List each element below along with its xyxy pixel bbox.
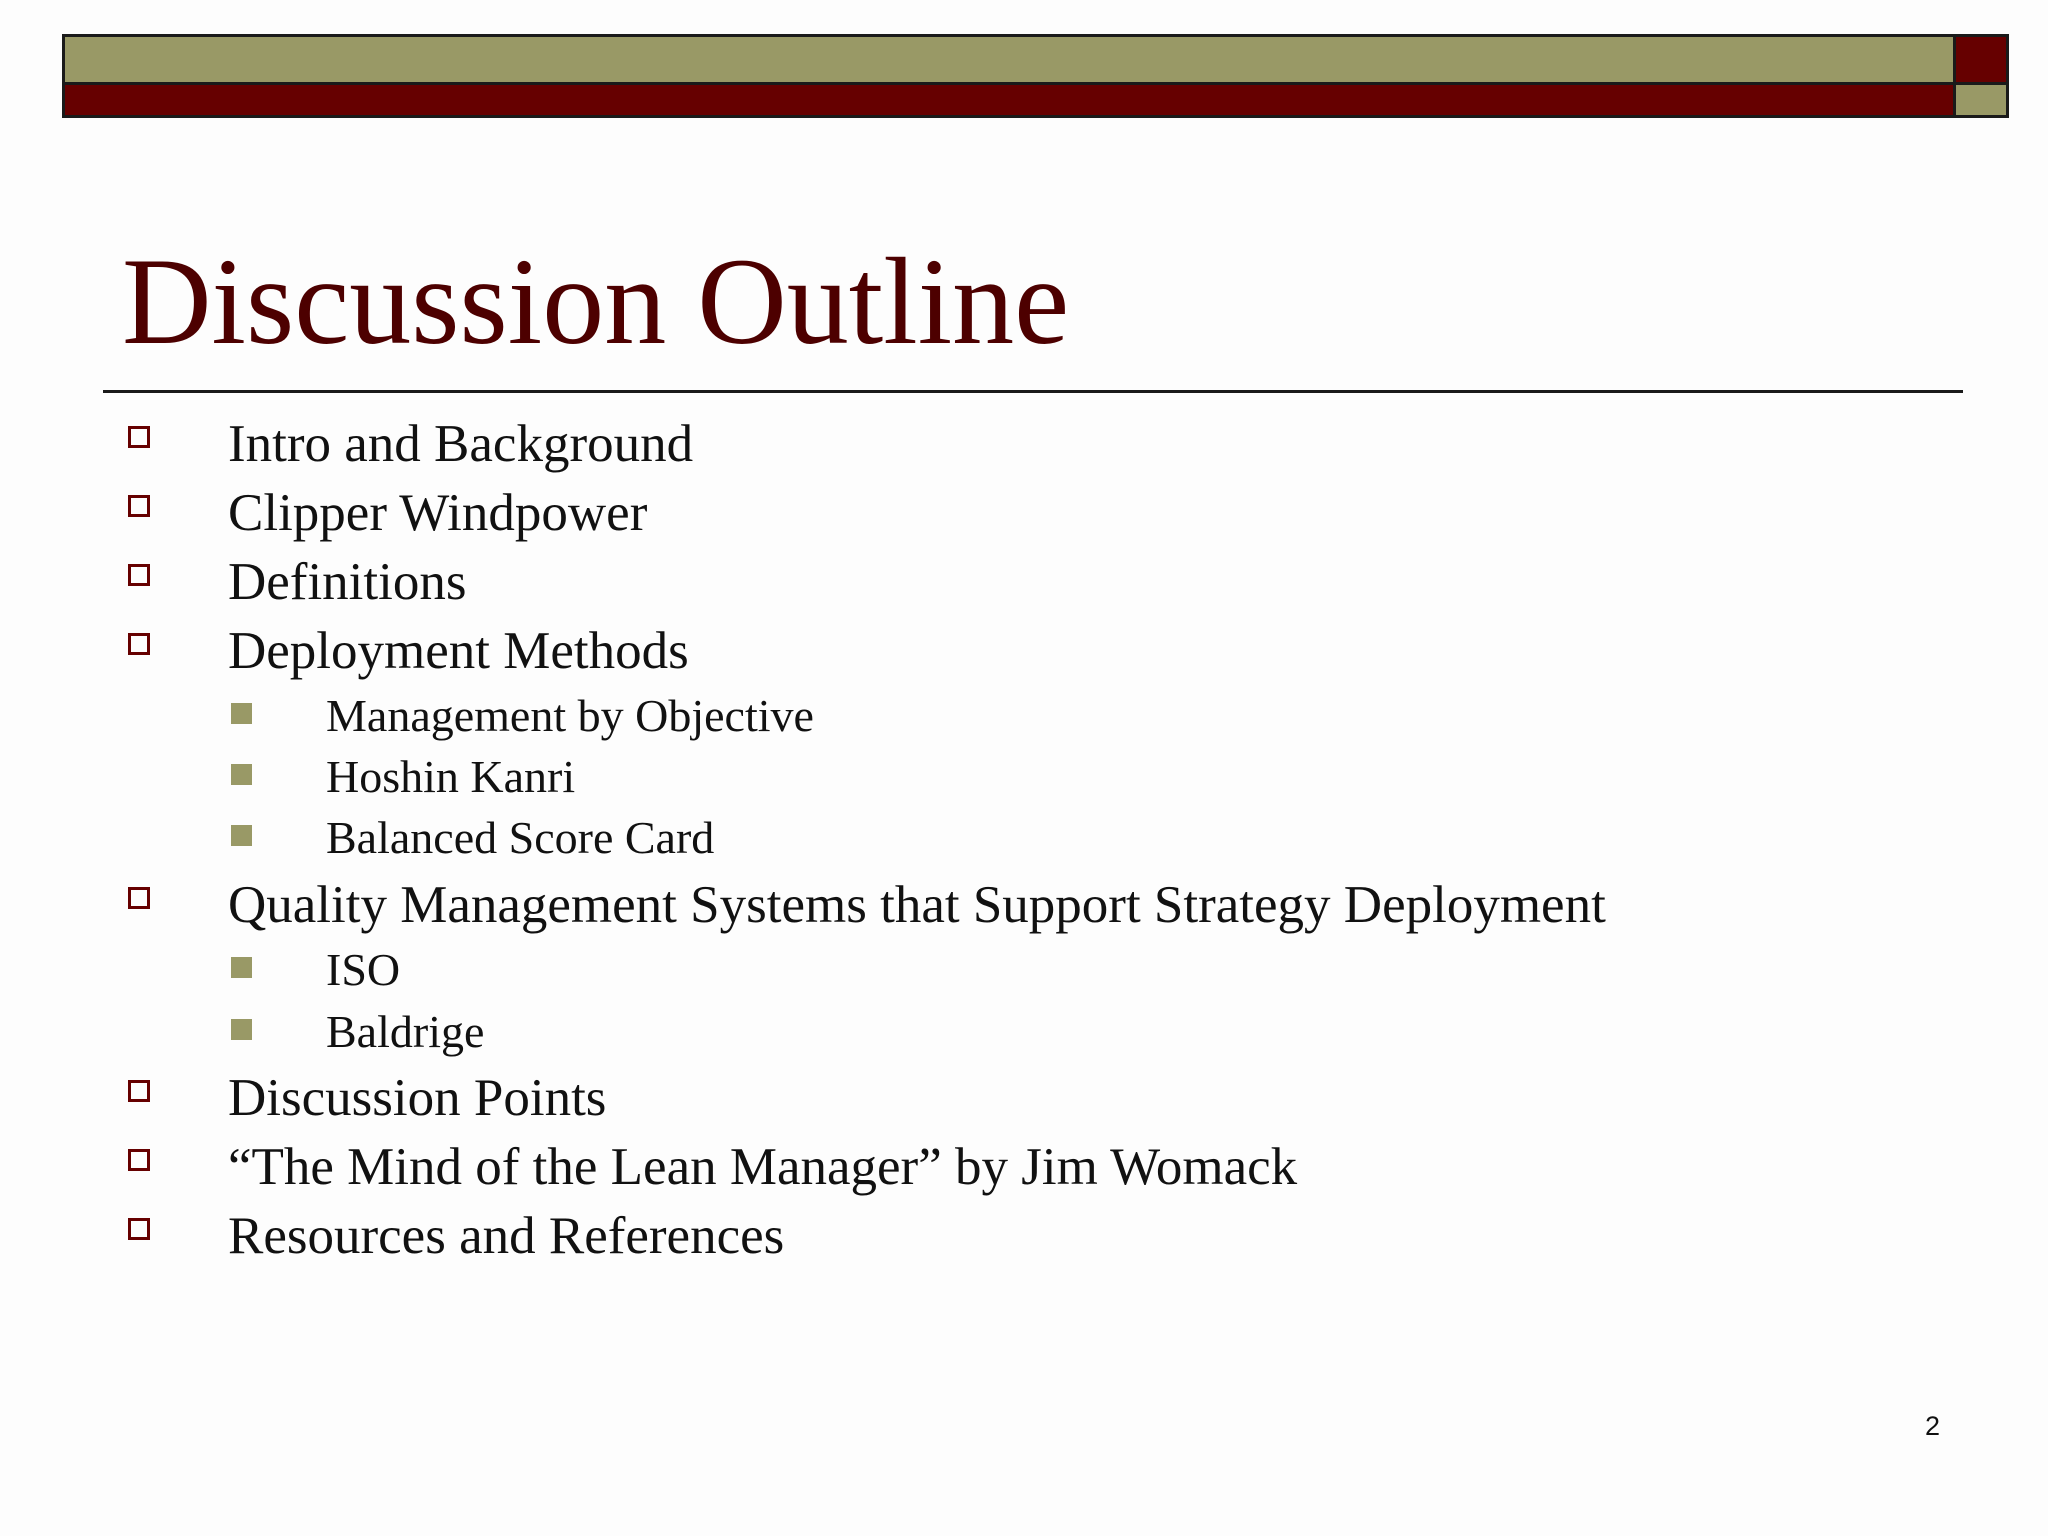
hollow-square-icon: [128, 887, 150, 909]
outline-item: [228, 621, 689, 681]
outline-item: [228, 1206, 784, 1266]
outline-subitem-text: Balanced Score Card: [326, 812, 715, 863]
outline-item: [228, 552, 466, 612]
filled-square-icon: [231, 825, 252, 846]
outline-subitem: [326, 812, 714, 864]
hollow-square-icon: [128, 1218, 150, 1240]
outline-subitem-text: Management by Objective: [326, 690, 814, 741]
filled-square-icon: [231, 957, 252, 978]
outline-item: [228, 483, 647, 543]
hollow-square-icon: [128, 1080, 150, 1102]
outline-item-text: Definitions: [228, 553, 467, 611]
filled-square-icon: [231, 1019, 252, 1040]
filled-square-icon: [231, 764, 252, 785]
outline-item: [228, 1137, 1297, 1197]
outline-subitem: [326, 1006, 484, 1058]
hollow-square-icon: [128, 564, 150, 586]
outline-item-text: Discussion Points: [228, 1069, 607, 1127]
outline-item-text: Deployment Methods: [228, 622, 689, 680]
outline-subitem: [326, 944, 400, 996]
outline-subitem-text: ISO: [326, 944, 401, 995]
outline-item-text: “The Mind of the Lean Manager” by Jim Womack: [228, 1138, 1298, 1196]
filled-square-icon: [231, 703, 252, 724]
hollow-square-icon: [128, 633, 150, 655]
outline-subitem: [326, 751, 575, 803]
outline-item-text: Clipper Windpower: [228, 484, 648, 542]
page-number: 2: [1924, 1411, 1940, 1441]
hollow-square-icon: [128, 1149, 150, 1171]
outline-subitem-text: Hoshin Kanri: [326, 751, 576, 802]
outline-subitem-text: Baldrige: [326, 1006, 485, 1057]
outline-item: [228, 1068, 606, 1128]
hollow-square-icon: [128, 426, 150, 448]
outline-subitem: [326, 690, 814, 742]
outline-item-text: Quality Management Systems that Support Strategy Deployment: [228, 876, 1606, 934]
slide-title: Discussion Outline: [122, 233, 1070, 370]
outline-item-text: Intro and Background: [228, 415, 694, 473]
outline-item: [228, 414, 693, 474]
outline-item-text: Resources and References: [228, 1207, 785, 1265]
hollow-square-icon: [128, 495, 150, 517]
outline-item: [228, 875, 1606, 935]
